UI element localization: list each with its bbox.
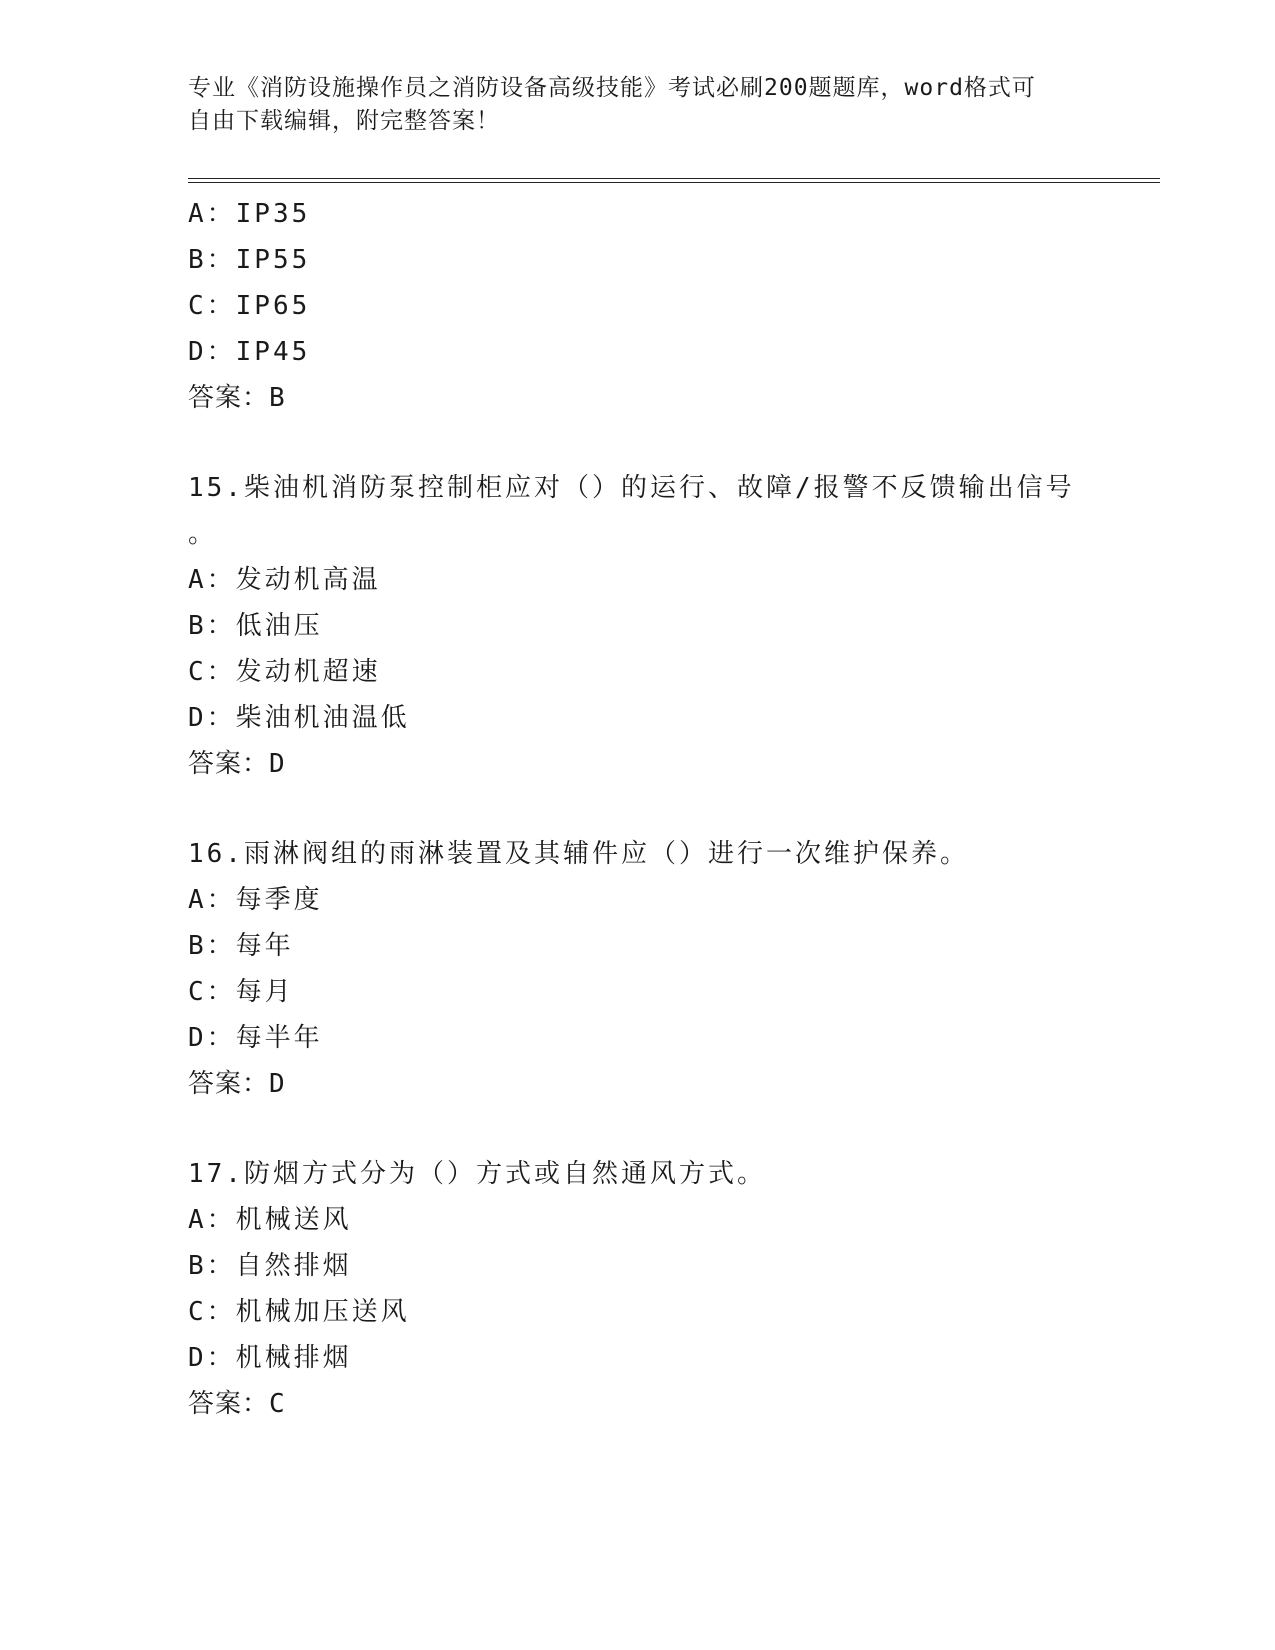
question-list: [188, 191, 1088, 1427]
question-block-17: [188, 1151, 1088, 1427]
option-d: D：每半年: [188, 1023, 323, 1053]
option-a: A：每季度: [188, 885, 323, 915]
header-divider-bottom: [188, 182, 1160, 183]
question-stem-continuation: 。: [188, 519, 218, 549]
header-divider-top: [188, 178, 1160, 179]
question-stem: 17.防烟方式分为（）方式或自然通风方式。: [188, 1159, 766, 1189]
header-title-line-2: 自由下载编辑，附完整答案！: [188, 108, 500, 134]
option-b: B：自然排烟: [188, 1251, 352, 1281]
question-block-14: [188, 191, 1088, 421]
option-d: D：机械排烟: [188, 1343, 352, 1373]
question-stem: 15.柴油机消防泵控制柜应对（）的运行、故障/报警不反馈输出信号: [188, 473, 1075, 503]
option-c: C：发动机超速: [188, 657, 381, 687]
option-d: D：柴油机油温低: [188, 703, 410, 733]
option-b: B：IP55: [188, 245, 311, 275]
document-header: [188, 72, 1088, 138]
question-block-15: [188, 465, 1088, 787]
answer-line: 答案：D: [188, 749, 286, 779]
answer-line: 答案：D: [188, 1069, 286, 1099]
option-b: B：低油压: [188, 611, 323, 641]
header-title-line-1: 专业《消防设施操作员之消防设备高级技能》考试必刷200题题库，word格式可: [188, 75, 1036, 101]
option-c: C：机械加压送风: [188, 1297, 410, 1327]
option-c: C：每月: [188, 977, 294, 1007]
option-b: B：每年: [188, 931, 294, 961]
option-a: A：IP35: [188, 199, 311, 229]
question-block-16: [188, 831, 1088, 1107]
option-a: A：发动机高温: [188, 565, 381, 595]
option-c: C：IP65: [188, 291, 311, 321]
option-d: D：IP45: [188, 337, 311, 367]
option-a: A：机械送风: [188, 1205, 352, 1235]
answer-line: 答案：B: [188, 383, 286, 413]
answer-line: 答案：C: [188, 1389, 286, 1419]
question-stem: 16.雨淋阀组的雨淋装置及其辅件应（）进行一次维护保养。: [188, 839, 969, 869]
